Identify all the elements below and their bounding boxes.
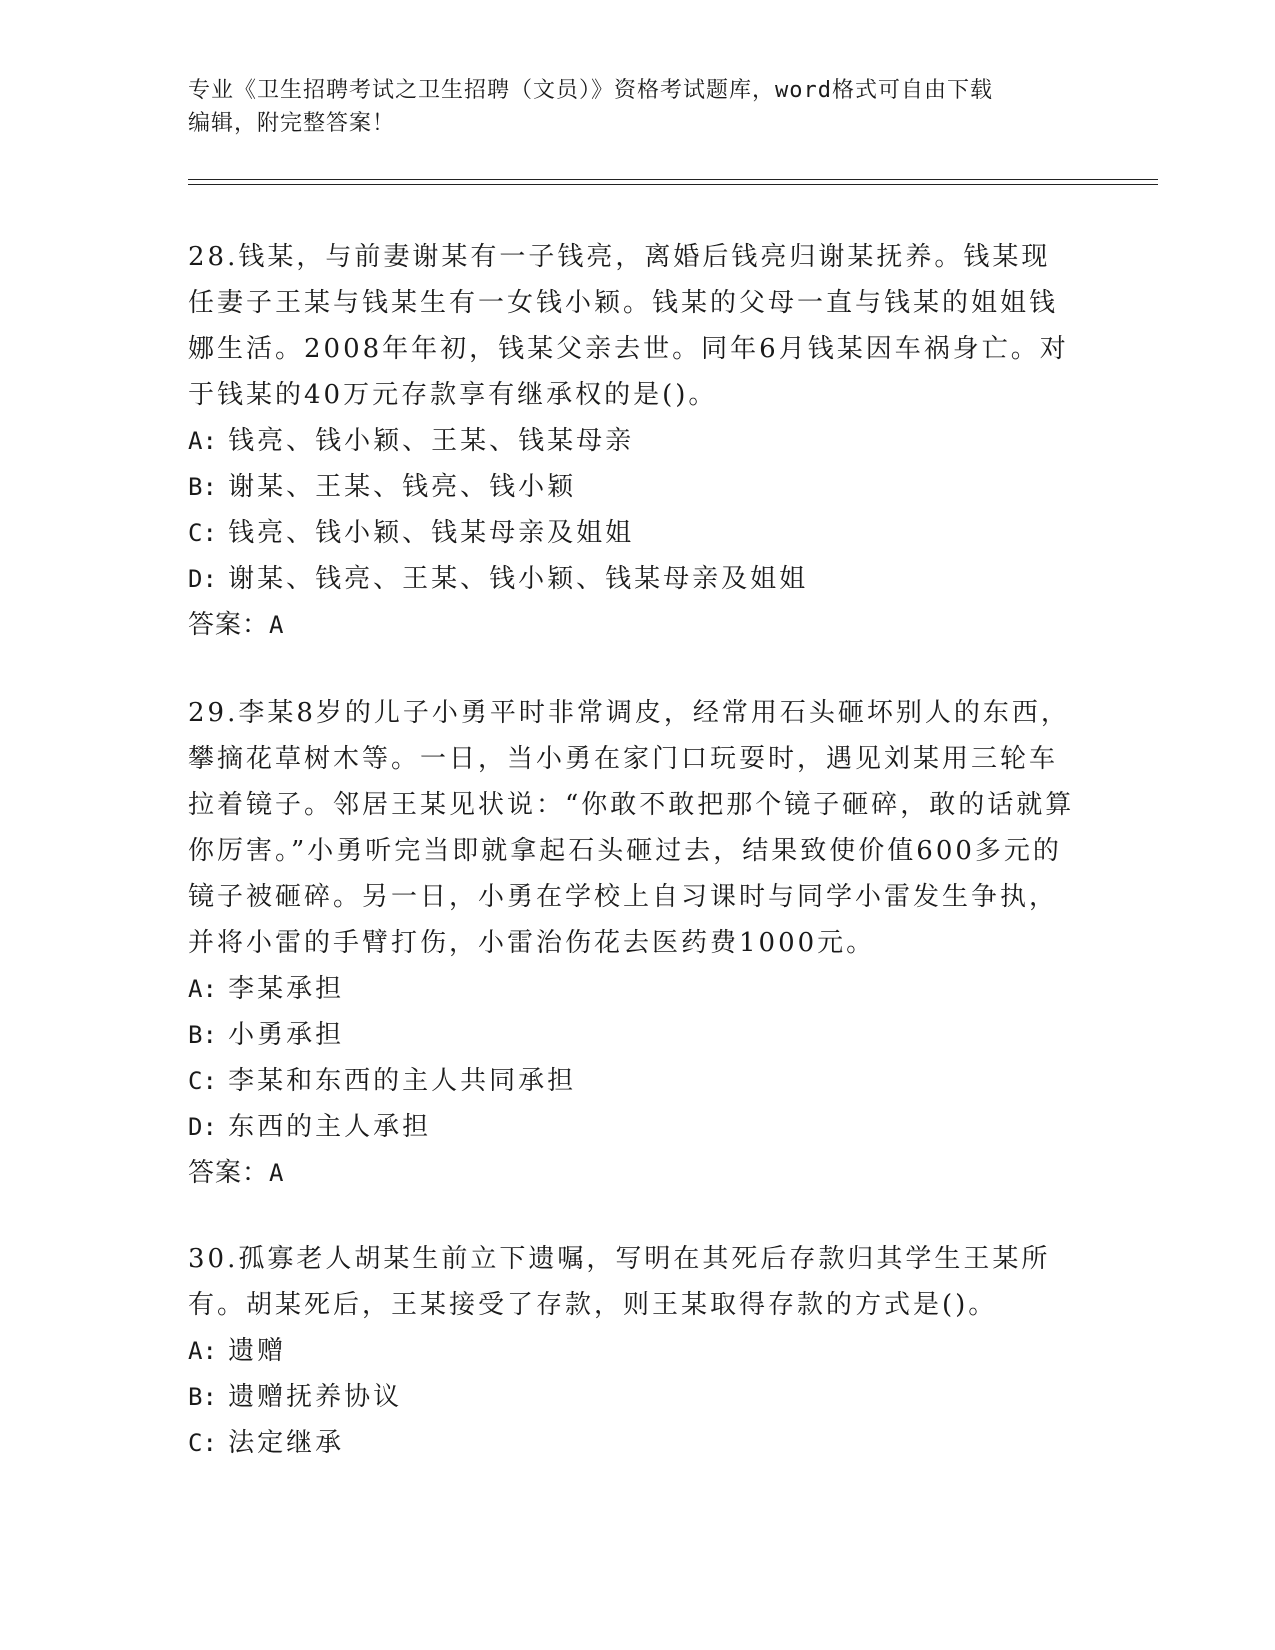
option-key: D: (188, 1113, 217, 1141)
document-header (188, 74, 1088, 140)
option-key: D: (188, 565, 217, 593)
option-key: C: (188, 1429, 217, 1457)
option-text: 遗赠抚养协议 (228, 1382, 403, 1412)
header-divider-top (188, 179, 1158, 180)
option-key: B: (188, 1021, 217, 1049)
header-divider-bottom (188, 184, 1158, 185)
question-stem: 28.钱某，与前妻谢某有一子钱亮，离婚后钱亮归谢某抚养。钱某现任妻子王某与钱某生有一女钱小颖。钱某的父母一直与钱某的姐姐钱娜生活。2008年年初，钱某父亲去世。同年6月钱某因车祸身亡。对于钱某的40万元存款享有继承权的是()。 (188, 242, 1069, 410)
question-28 (188, 234, 1078, 648)
answer-value: A (269, 1159, 285, 1187)
answer-line (188, 1150, 1078, 1196)
option-text: 谢某、钱亮、王某、钱小颖、钱某母亲及姐姐 (228, 564, 809, 594)
option-c (188, 510, 1078, 556)
answer-value: A (269, 611, 285, 639)
header-line-1: 专业《卫生招聘考试之卫生招聘（文员）》资格考试题库，word格式可自由下载 (188, 78, 993, 103)
option-a (188, 1328, 1078, 1374)
option-text: 法定继承 (228, 1428, 345, 1458)
option-text: 钱亮、钱小颖、钱某母亲及姐姐 (228, 518, 635, 548)
option-b (188, 1374, 1078, 1420)
answer-label: 答案： (188, 1158, 270, 1188)
question-stem: 29.李某8岁的儿子小勇平时非常调皮，经常用石头砸坏别人的东西，攀摘花草树木等。一日，当小勇在家门口玩耍时，遇见刘某用三轮车拉着镜子。邻居王某见状说：“你敢不敢把那个镜子砸碎，敢的话就算你厉害。”小勇听完当即就拿起石头砸过去，结果致使价值600多元的镜子被砸碎。另一日，小勇在学校上自习课时与同学小雷发生争执，并将小雷的手臂打伤，小雷治伤花去医药费1000元。 (188, 698, 1075, 958)
option-b (188, 464, 1078, 510)
option-b (188, 1012, 1078, 1058)
question-30 (188, 1236, 1078, 1466)
option-key: A: (188, 1337, 217, 1365)
option-d (188, 1104, 1078, 1150)
question-29 (188, 690, 1078, 1196)
option-key: B: (188, 473, 217, 501)
option-key: A: (188, 975, 217, 1003)
option-text: 李某和东西的主人共同承担 (228, 1066, 577, 1096)
question-stem: 30.孤寡老人胡某生前立下遗嘱，写明在其死后存款归其学生王某所有。胡某死后，王某接受了存款，则王某取得存款的方式是()。 (188, 1244, 1051, 1320)
answer-label: 答案： (188, 610, 270, 640)
option-text: 东西的主人承担 (228, 1112, 432, 1142)
option-d (188, 556, 1078, 602)
option-text: 钱亮、钱小颖、王某、钱某母亲 (228, 426, 635, 456)
answer-line (188, 602, 1078, 648)
option-text: 遗赠 (228, 1336, 287, 1366)
option-a (188, 418, 1078, 464)
header-line-2: 编辑，附完整答案！ (188, 111, 396, 136)
option-key: A: (188, 427, 217, 455)
option-key: B: (188, 1383, 217, 1411)
option-text: 小勇承担 (228, 1020, 345, 1050)
option-text: 李某承担 (228, 974, 345, 1004)
option-c (188, 1420, 1078, 1466)
option-text: 谢某、王某、钱亮、钱小颖 (228, 472, 577, 502)
option-key: C: (188, 519, 217, 547)
option-a (188, 966, 1078, 1012)
option-c (188, 1058, 1078, 1104)
option-key: C: (188, 1067, 217, 1095)
